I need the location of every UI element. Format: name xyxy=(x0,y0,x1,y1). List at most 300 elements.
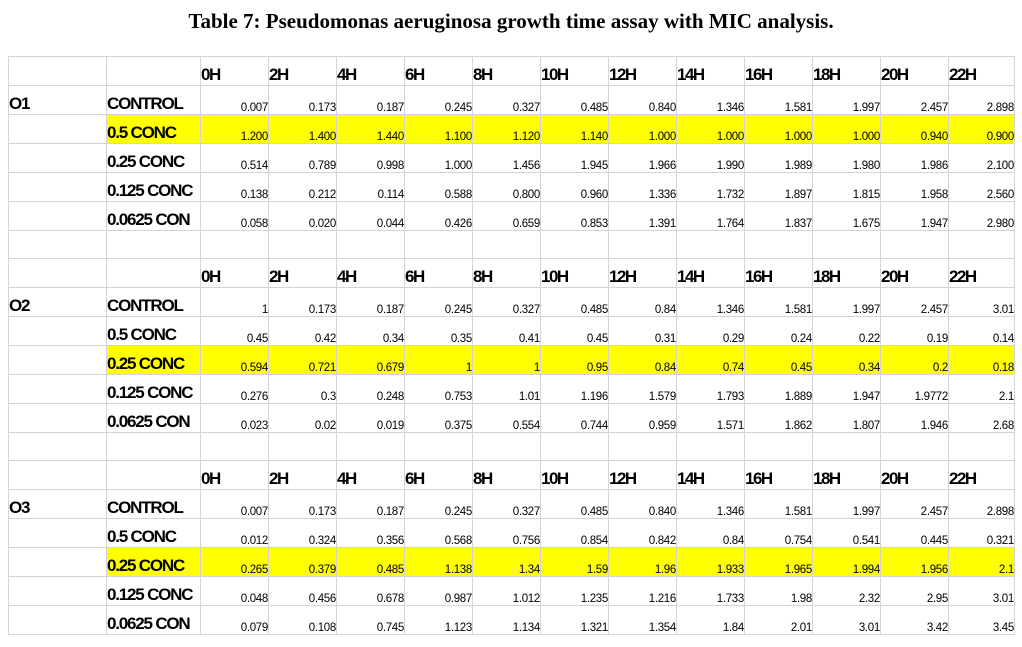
empty-cell xyxy=(9,375,107,404)
value-cell: 1.889 xyxy=(745,375,813,404)
hour-header: 2H xyxy=(269,461,337,490)
hour-header: 18H xyxy=(813,461,881,490)
table-row xyxy=(9,375,1015,404)
empty-cell xyxy=(9,259,107,288)
empty-cell xyxy=(9,404,107,433)
empty-cell xyxy=(9,346,107,375)
value-cell: 0.248 xyxy=(337,375,405,404)
empty-cell xyxy=(677,433,745,461)
empty-cell xyxy=(9,144,107,173)
concentration-label: 0.0625 CON xyxy=(107,202,201,231)
value-cell: 0.959 xyxy=(609,404,677,433)
value-cell: 1.98 xyxy=(745,577,813,606)
value-cell: 1.986 xyxy=(881,144,949,173)
concentration-label: 0.25 CONC xyxy=(107,144,201,173)
value-cell: 0.485 xyxy=(541,490,609,519)
value-cell: 2.1 xyxy=(949,375,1015,404)
value-cell: 1.733 xyxy=(677,577,745,606)
hour-header: 8H xyxy=(473,461,541,490)
hour-header: 14H xyxy=(677,461,745,490)
value-cell: 0.426 xyxy=(405,202,473,231)
empty-cell xyxy=(9,548,107,577)
value-cell: 3.45 xyxy=(949,606,1015,635)
value-cell: 3.01 xyxy=(949,577,1015,606)
hour-header-row xyxy=(9,259,1015,288)
value-cell: 0.245 xyxy=(405,288,473,317)
hour-header: 0H xyxy=(201,57,269,86)
value-cell: 1.321 xyxy=(541,606,609,635)
value-cell: 3.42 xyxy=(881,606,949,635)
concentration-label: 0.125 CONC xyxy=(107,375,201,404)
table-row xyxy=(9,404,1015,433)
table-row xyxy=(9,173,1015,202)
hour-header: 6H xyxy=(405,259,473,288)
value-cell: 0.324 xyxy=(269,519,337,548)
value-cell: 1.84 xyxy=(677,606,745,635)
value-cell: 0.321 xyxy=(949,519,1015,548)
value-cell: 0.568 xyxy=(405,519,473,548)
table-row xyxy=(9,202,1015,231)
value-cell: 0.45 xyxy=(541,317,609,346)
value-cell: 0.84 xyxy=(609,288,677,317)
value-cell: 1.000 xyxy=(677,115,745,144)
value-cell: 0.14 xyxy=(949,317,1015,346)
hour-header: 12H xyxy=(609,259,677,288)
value-cell: 1.235 xyxy=(541,577,609,606)
value-cell: 1.216 xyxy=(609,577,677,606)
value-cell: 0.173 xyxy=(269,490,337,519)
value-cell: 1.346 xyxy=(677,490,745,519)
hour-header: 0H xyxy=(201,259,269,288)
empty-cell xyxy=(9,519,107,548)
value-cell: 0.756 xyxy=(473,519,541,548)
value-cell: 0.327 xyxy=(473,288,541,317)
hour-header: 14H xyxy=(677,259,745,288)
hour-header: 12H xyxy=(609,461,677,490)
value-cell: 0.35 xyxy=(405,317,473,346)
concentration-label: 0.125 CONC xyxy=(107,577,201,606)
value-cell: 1.945 xyxy=(541,144,609,173)
empty-cell xyxy=(745,231,813,259)
hour-header: 20H xyxy=(881,57,949,86)
empty-cell xyxy=(9,433,107,461)
concentration-label: 0.125 CONC xyxy=(107,173,201,202)
empty-cell xyxy=(9,57,107,86)
value-cell: 1.815 xyxy=(813,173,881,202)
value-cell: 1.34 xyxy=(473,548,541,577)
group-label: O1 xyxy=(9,86,107,115)
value-cell: 1.012 xyxy=(473,577,541,606)
table-row xyxy=(9,144,1015,173)
value-cell: 0.485 xyxy=(541,288,609,317)
hour-header: 22H xyxy=(949,57,1015,86)
value-cell: 1.100 xyxy=(405,115,473,144)
empty-cell xyxy=(337,433,405,461)
hour-header: 2H xyxy=(269,57,337,86)
hour-header: 2H xyxy=(269,259,337,288)
value-cell: 0.379 xyxy=(269,548,337,577)
value-cell: 1.980 xyxy=(813,144,881,173)
value-cell: 0.853 xyxy=(541,202,609,231)
value-cell: 1.581 xyxy=(745,288,813,317)
value-cell: 1.837 xyxy=(745,202,813,231)
value-cell: 0.375 xyxy=(405,404,473,433)
hour-header: 6H xyxy=(405,57,473,86)
value-cell: 1.138 xyxy=(405,548,473,577)
empty-cell xyxy=(9,115,107,144)
value-cell: 0.998 xyxy=(337,144,405,173)
value-cell: 1.997 xyxy=(813,288,881,317)
table-row xyxy=(9,519,1015,548)
value-cell: 0.789 xyxy=(269,144,337,173)
value-cell: 1.946 xyxy=(881,404,949,433)
value-cell: 0.800 xyxy=(473,173,541,202)
value-cell: 0.048 xyxy=(201,577,269,606)
value-cell: 0.22 xyxy=(813,317,881,346)
hour-header: 18H xyxy=(813,259,881,288)
value-cell: 0.34 xyxy=(813,346,881,375)
value-cell: 0.327 xyxy=(473,86,541,115)
value-cell: 0.18 xyxy=(949,346,1015,375)
empty-cell xyxy=(405,231,473,259)
value-cell: 0.456 xyxy=(269,577,337,606)
empty-cell xyxy=(949,231,1015,259)
hour-header: 10H xyxy=(541,259,609,288)
value-cell: 0.659 xyxy=(473,202,541,231)
value-cell: 0.187 xyxy=(337,86,405,115)
value-cell: 1.956 xyxy=(881,548,949,577)
value-cell: 2.457 xyxy=(881,288,949,317)
hour-header: 16H xyxy=(745,57,813,86)
empty-cell xyxy=(609,231,677,259)
empty-cell xyxy=(881,433,949,461)
value-cell: 0.19 xyxy=(881,317,949,346)
empty-cell xyxy=(745,433,813,461)
value-cell: 1.000 xyxy=(745,115,813,144)
value-cell: 0.007 xyxy=(201,490,269,519)
value-cell: 1.994 xyxy=(813,548,881,577)
hour-header: 8H xyxy=(473,259,541,288)
value-cell: 1.581 xyxy=(745,490,813,519)
value-cell: 1.000 xyxy=(609,115,677,144)
table-title: Table 7: Pseudomonas aeruginosa growth time assay with MIC analysis. xyxy=(188,9,834,33)
value-cell: 2.457 xyxy=(881,86,949,115)
concentration-label: CONTROL xyxy=(107,288,201,317)
value-cell: 1.807 xyxy=(813,404,881,433)
concentration-label: 0.5 CONC xyxy=(107,115,201,144)
value-cell: 1.947 xyxy=(813,375,881,404)
value-cell: 1.997 xyxy=(813,86,881,115)
value-cell: 1 xyxy=(405,346,473,375)
empty-cell xyxy=(405,433,473,461)
empty-cell xyxy=(9,202,107,231)
empty-cell xyxy=(269,231,337,259)
empty-cell xyxy=(9,173,107,202)
table-row xyxy=(9,317,1015,346)
value-cell: 1.933 xyxy=(677,548,745,577)
value-cell: 0.2 xyxy=(881,346,949,375)
value-cell: 0.019 xyxy=(337,404,405,433)
value-cell: 0.24 xyxy=(745,317,813,346)
value-cell: 0.754 xyxy=(745,519,813,548)
empty-cell xyxy=(269,433,337,461)
empty-cell xyxy=(9,577,107,606)
value-cell: 0.02 xyxy=(269,404,337,433)
value-cell: 1.123 xyxy=(405,606,473,635)
value-cell: 0.187 xyxy=(337,490,405,519)
empty-cell xyxy=(107,259,201,288)
value-cell: 0.84 xyxy=(677,519,745,548)
value-cell: 1.354 xyxy=(609,606,677,635)
empty-cell xyxy=(881,231,949,259)
value-cell: 3.01 xyxy=(813,606,881,635)
concentration-label: CONTROL xyxy=(107,86,201,115)
empty-cell xyxy=(813,433,881,461)
hour-header: 18H xyxy=(813,57,881,86)
empty-cell xyxy=(541,231,609,259)
value-cell: 1.675 xyxy=(813,202,881,231)
hour-header-row xyxy=(9,461,1015,490)
value-cell: 0.74 xyxy=(677,346,745,375)
empty-cell xyxy=(201,433,269,461)
empty-cell xyxy=(9,231,107,259)
value-cell: 2.32 xyxy=(813,577,881,606)
value-cell: 0.45 xyxy=(201,317,269,346)
value-cell: 2.980 xyxy=(949,202,1015,231)
hour-header: 8H xyxy=(473,57,541,86)
concentration-label: CONTROL xyxy=(107,490,201,519)
value-cell: 1.897 xyxy=(745,173,813,202)
hour-header: 0H xyxy=(201,461,269,490)
value-cell: 2.898 xyxy=(949,86,1015,115)
concentration-label: 0.25 CONC xyxy=(107,548,201,577)
value-cell: 0.588 xyxy=(405,173,473,202)
spacer-row xyxy=(9,433,1015,461)
value-cell: 1.997 xyxy=(813,490,881,519)
empty-cell xyxy=(677,231,745,259)
value-cell: 1.346 xyxy=(677,288,745,317)
group-label: O3 xyxy=(9,490,107,519)
empty-cell xyxy=(107,433,201,461)
value-cell: 1.346 xyxy=(677,86,745,115)
value-cell: 1.989 xyxy=(745,144,813,173)
growth-time-table xyxy=(8,56,1015,635)
value-cell: 0.485 xyxy=(337,548,405,577)
value-cell: 0.265 xyxy=(201,548,269,577)
empty-cell xyxy=(9,461,107,490)
table-row-highlighted xyxy=(9,548,1015,577)
value-cell: 1.579 xyxy=(609,375,677,404)
value-cell: 0.276 xyxy=(201,375,269,404)
empty-cell xyxy=(609,433,677,461)
value-cell: 0.34 xyxy=(337,317,405,346)
value-cell: 1.000 xyxy=(405,144,473,173)
concentration-label: 0.25 CONC xyxy=(107,346,201,375)
value-cell: 1.732 xyxy=(677,173,745,202)
empty-cell xyxy=(107,461,201,490)
empty-cell xyxy=(9,317,107,346)
empty-cell xyxy=(337,231,405,259)
value-cell: 0.058 xyxy=(201,202,269,231)
value-cell: 0.987 xyxy=(405,577,473,606)
value-cell: 1.96 xyxy=(609,548,677,577)
spacer-row xyxy=(9,231,1015,259)
value-cell: 1.196 xyxy=(541,375,609,404)
value-cell: 3.01 xyxy=(949,288,1015,317)
hour-header: 16H xyxy=(745,461,813,490)
value-cell: 0.020 xyxy=(269,202,337,231)
value-cell: 1.990 xyxy=(677,144,745,173)
table-row-highlighted xyxy=(9,346,1015,375)
value-cell: 1.120 xyxy=(473,115,541,144)
value-cell: 0.044 xyxy=(337,202,405,231)
value-cell: 0.173 xyxy=(269,288,337,317)
value-cell: 0.900 xyxy=(949,115,1015,144)
value-cell: 1.958 xyxy=(881,173,949,202)
hour-header: 12H xyxy=(609,57,677,86)
value-cell: 2.457 xyxy=(881,490,949,519)
value-cell: 0.327 xyxy=(473,490,541,519)
empty-cell xyxy=(9,606,107,635)
value-cell: 1.440 xyxy=(337,115,405,144)
table-row xyxy=(9,490,1015,519)
empty-cell xyxy=(473,231,541,259)
value-cell: 0.840 xyxy=(609,86,677,115)
value-cell: 0.29 xyxy=(677,317,745,346)
table-row-highlighted xyxy=(9,115,1015,144)
hour-header: 20H xyxy=(881,461,949,490)
value-cell: 0.42 xyxy=(269,317,337,346)
value-cell: 1.59 xyxy=(541,548,609,577)
value-cell: 0.678 xyxy=(337,577,405,606)
value-cell: 2.01 xyxy=(745,606,813,635)
concentration-label: 0.5 CONC xyxy=(107,317,201,346)
concentration-label: 0.0625 CON xyxy=(107,606,201,635)
value-cell: 0.173 xyxy=(269,86,337,115)
value-cell: 0.31 xyxy=(609,317,677,346)
value-cell: 1 xyxy=(473,346,541,375)
concentration-label: 0.0625 CON xyxy=(107,404,201,433)
value-cell: 2.95 xyxy=(881,577,949,606)
value-cell: 0.960 xyxy=(541,173,609,202)
hour-header: 4H xyxy=(337,461,405,490)
value-cell: 0.84 xyxy=(609,346,677,375)
hour-header: 4H xyxy=(337,57,405,86)
value-cell: 1.581 xyxy=(745,86,813,115)
value-cell: 1 xyxy=(201,288,269,317)
value-cell: 0.108 xyxy=(269,606,337,635)
hour-header: 10H xyxy=(541,57,609,86)
empty-cell xyxy=(813,231,881,259)
value-cell: 0.187 xyxy=(337,288,405,317)
value-cell: 2.898 xyxy=(949,490,1015,519)
hour-header: 10H xyxy=(541,461,609,490)
value-cell: 1.134 xyxy=(473,606,541,635)
value-cell: 1.571 xyxy=(677,404,745,433)
value-cell: 0.079 xyxy=(201,606,269,635)
value-cell: 1.336 xyxy=(609,173,677,202)
value-cell: 0.541 xyxy=(813,519,881,548)
value-cell: 2.100 xyxy=(949,144,1015,173)
concentration-label: 0.5 CONC xyxy=(107,519,201,548)
value-cell: 1.391 xyxy=(609,202,677,231)
value-cell: 1.764 xyxy=(677,202,745,231)
value-cell: 1.793 xyxy=(677,375,745,404)
value-cell: 0.212 xyxy=(269,173,337,202)
value-cell: 0.485 xyxy=(541,86,609,115)
empty-cell xyxy=(473,433,541,461)
value-cell: 1.965 xyxy=(745,548,813,577)
value-cell: 0.45 xyxy=(745,346,813,375)
value-cell: 0.245 xyxy=(405,86,473,115)
value-cell: 1.140 xyxy=(541,115,609,144)
value-cell: 0.854 xyxy=(541,519,609,548)
value-cell: 0.679 xyxy=(337,346,405,375)
table-row xyxy=(9,288,1015,317)
empty-cell xyxy=(541,433,609,461)
value-cell: 0.138 xyxy=(201,173,269,202)
empty-cell xyxy=(201,231,269,259)
value-cell: 0.023 xyxy=(201,404,269,433)
hour-header: 14H xyxy=(677,57,745,86)
value-cell: 2.560 xyxy=(949,173,1015,202)
table-row xyxy=(9,606,1015,635)
hour-header: 16H xyxy=(745,259,813,288)
hour-header: 22H xyxy=(949,259,1015,288)
hour-header: 20H xyxy=(881,259,949,288)
hour-header: 22H xyxy=(949,461,1015,490)
hour-header: 4H xyxy=(337,259,405,288)
empty-cell xyxy=(107,57,201,86)
value-cell: 0.840 xyxy=(609,490,677,519)
hour-header: 6H xyxy=(405,461,473,490)
value-cell: 0.007 xyxy=(201,86,269,115)
hour-header-row xyxy=(9,57,1015,86)
value-cell: 2.1 xyxy=(949,548,1015,577)
value-cell: 1.200 xyxy=(201,115,269,144)
group-label: O2 xyxy=(9,288,107,317)
value-cell: 0.114 xyxy=(337,173,405,202)
empty-cell xyxy=(949,433,1015,461)
value-cell: 1.01 xyxy=(473,375,541,404)
value-cell: 1.947 xyxy=(881,202,949,231)
value-cell: 2.68 xyxy=(949,404,1015,433)
value-cell: 0.95 xyxy=(541,346,609,375)
value-cell: 0.842 xyxy=(609,519,677,548)
value-cell: 1.966 xyxy=(609,144,677,173)
value-cell: 0.445 xyxy=(881,519,949,548)
value-cell: 0.554 xyxy=(473,404,541,433)
empty-cell xyxy=(107,231,201,259)
value-cell: 0.940 xyxy=(881,115,949,144)
value-cell: 0.356 xyxy=(337,519,405,548)
value-cell: 0.744 xyxy=(541,404,609,433)
value-cell: 0.012 xyxy=(201,519,269,548)
value-cell: 0.745 xyxy=(337,606,405,635)
value-cell: 0.594 xyxy=(201,346,269,375)
value-cell: 0.753 xyxy=(405,375,473,404)
value-cell: 0.245 xyxy=(405,490,473,519)
value-cell: 0.3 xyxy=(269,375,337,404)
value-cell: 0.721 xyxy=(269,346,337,375)
value-cell: 1.000 xyxy=(813,115,881,144)
table-row xyxy=(9,577,1015,606)
value-cell: 1.400 xyxy=(269,115,337,144)
table-row xyxy=(9,86,1015,115)
value-cell: 1.862 xyxy=(745,404,813,433)
value-cell: 1.456 xyxy=(473,144,541,173)
value-cell: 0.41 xyxy=(473,317,541,346)
